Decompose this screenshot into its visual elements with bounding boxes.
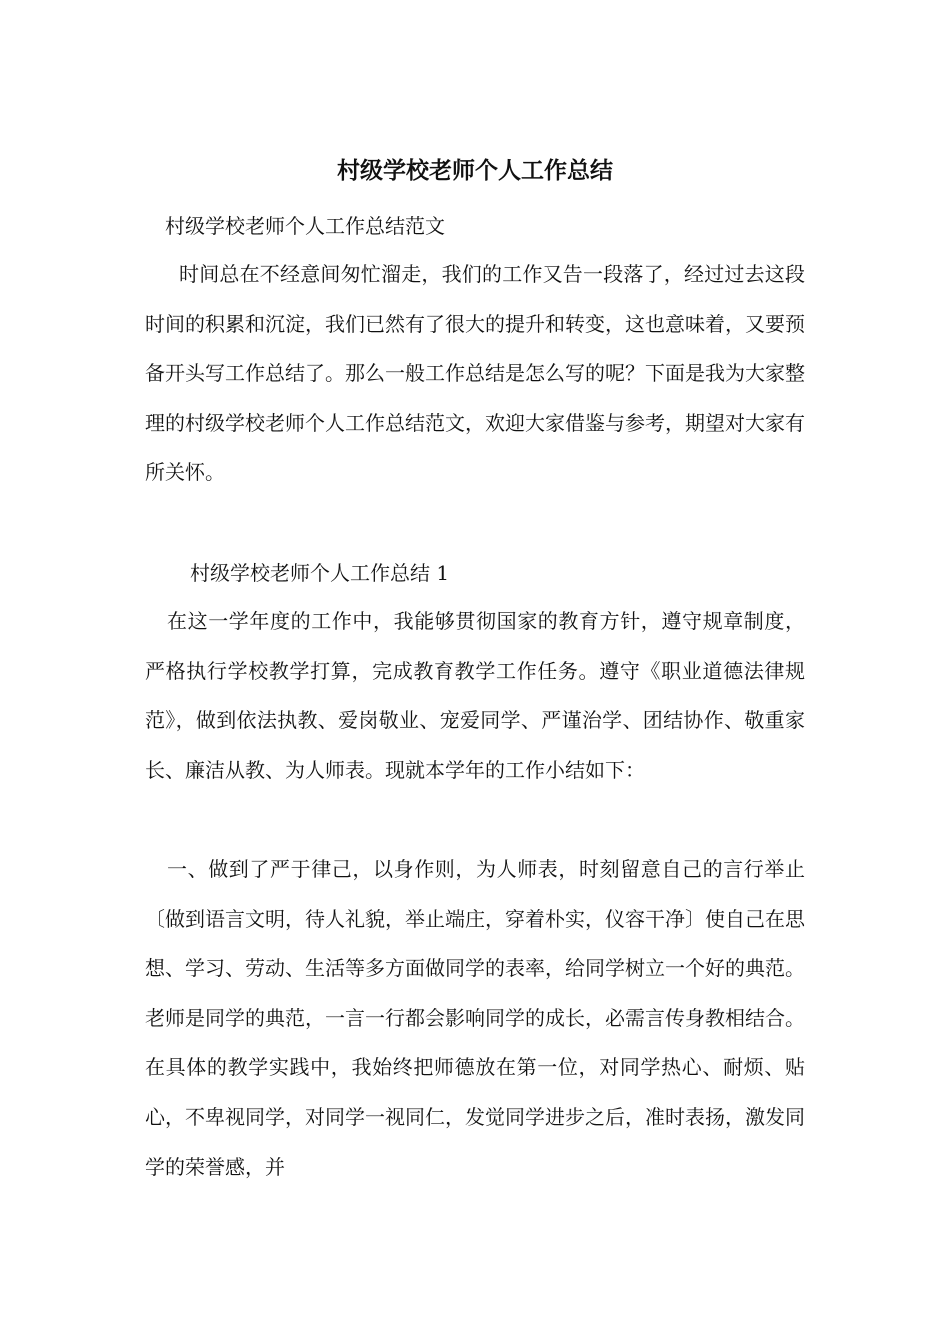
document-subtitle: 村级学校老师个人工作总结范文 [165, 214, 445, 238]
intro-paragraph: 时间总在不经意间匆忙溜走，我们的工作又告一段落了，经过过去这段时间的积累和沉淀，我们已然有了很大的提升和转变，这也意味着，又要预备开头写工作总结了。那么一般工作总结是怎么写的呢？下面是我为大家整理的村级学校老师个人工作总结范文，欢迎大家借鉴与参考，期望对大家有所关怀。 [145, 262, 805, 485]
section-paragraph-2: 一、做到了严于律己，以身作则，为人师表，时刻留意自己的言行举止〔做到语言文明，待人礼貌，举止端庄，穿着朴实，仪容干净〕使自己在思想、学习、劳动、生活等多方面做同学的表率，给同学树立一个好的典范。老师是同学的典范，一言一行都会影响同学的成长，必需言传身教相结合。在具体的教学实践中，我始终把师德放在第一位，对同学热心、耐烦、贴心，不卑视同学，对同学一视同仁，发觉同学进步之后，准时表扬，激发同学的荣誉感，并 [145, 857, 805, 1179]
section-paragraph-1: 在这一学年度的工作中，我能够贯彻国家的教育方针，遵守规章制度，严格执行学校教学打算，完成教育教学工作任务。遵守《职业道德法律规范》，做到依法执教、爱岗敬业、宠爱同学、严谨治学、团结协作、敬重家长、廉洁从教、为人师表。现就本学年的工作小结如下： [145, 609, 805, 782]
section-heading: 村级学校老师个人工作总结 1 [190, 561, 450, 585]
document-title: 村级学校老师个人工作总结 [337, 157, 613, 184]
